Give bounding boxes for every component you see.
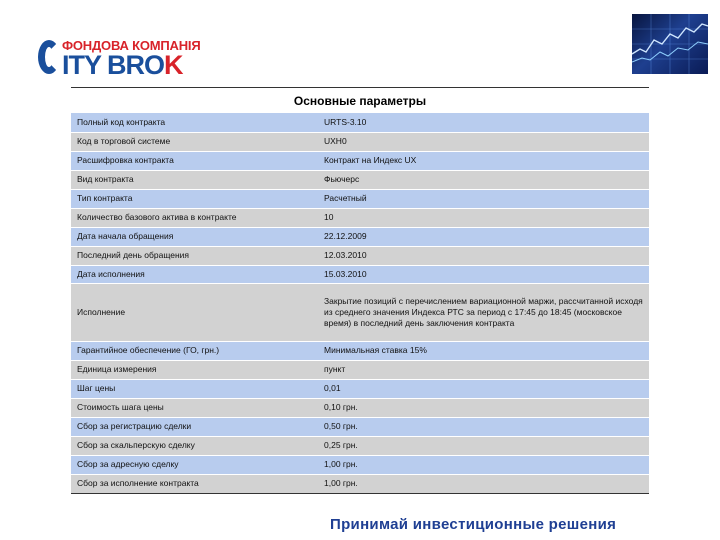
parameter-value: URTS-3.10 [318, 113, 649, 132]
parameter-label: Дата исполнения [71, 265, 318, 283]
table-row [71, 436, 649, 455]
table-row [71, 208, 649, 227]
parameter-value: Фьючерс [318, 170, 649, 189]
parameter-value: 0,01 [318, 379, 649, 398]
parameter-label: Вид контракта [71, 170, 318, 189]
parameter-label: Полный код контракта [71, 113, 318, 132]
parameter-label: Код в торговой системе [71, 132, 318, 151]
table-row [71, 455, 649, 474]
company-logo [38, 38, 208, 80]
table-row [71, 246, 649, 265]
parameter-value: 1,00 грн. [318, 474, 649, 493]
parameter-value: пункт [318, 360, 649, 379]
table-row [71, 113, 649, 132]
footer-slogan: Принимай инвестиционные решения [330, 516, 617, 533]
parameter-value: 12.03.2010 [318, 246, 649, 265]
parameter-value: 10 [318, 208, 649, 227]
market-chart-image [632, 14, 708, 74]
logo-brand-name [62, 52, 183, 78]
parameter-value: 0,50 грн. [318, 417, 649, 436]
parameter-value: 1,00 грн. [318, 455, 649, 474]
parameter-label: Последний день обращения [71, 246, 318, 265]
parameter-value: Закрытие позиций с перечислением вариационной маржи, рассчитанной исходя из среднего значения Индекса РТС за период с 17:45 до 18:45 (московское время) в последний день заключения контракта [318, 283, 649, 341]
parameter-label: Единица измерения [71, 360, 318, 379]
parameter-value: UXH0 [318, 132, 649, 151]
parameter-label: Гарантийное обеспечение (ГО, грн.) [71, 341, 318, 360]
parameter-label: Расшифровка контракта [71, 151, 318, 170]
table-row [71, 151, 649, 170]
table-row [71, 283, 649, 341]
table-row [71, 170, 649, 189]
table-row [71, 379, 649, 398]
parameter-label: Количество базового актива в контракте [71, 208, 318, 227]
logo-brand-k: K [164, 50, 183, 80]
table-row [71, 341, 649, 360]
parameter-label: Дата начала обращения [71, 227, 318, 246]
table-row [71, 189, 649, 208]
table-row [71, 132, 649, 151]
table-row [71, 227, 649, 246]
table-title: Основные параметры [71, 87, 649, 113]
parameter-value: Расчетный [318, 189, 649, 208]
parameter-value: 0,25 грн. [318, 436, 649, 455]
table-row [71, 360, 649, 379]
parameter-value: 0,10 грн. [318, 398, 649, 417]
parameter-label: Сбор за скальперскую сделку [71, 436, 318, 455]
parameter-label: Шаг цены [71, 379, 318, 398]
parameter-value: 22.12.2009 [318, 227, 649, 246]
parameter-value: Контракт на Индекс UX [318, 151, 649, 170]
parameter-label: Сбор за адресную сделку [71, 455, 318, 474]
contract-parameters-table [71, 87, 649, 494]
table-row [71, 417, 649, 436]
table-row [71, 265, 649, 283]
table-row [71, 474, 649, 493]
logo-brand-main: ITY BRO [62, 50, 165, 80]
table-row [71, 398, 649, 417]
logo-company-line: ФОНДОВА КОМПАНІЯ [62, 38, 201, 53]
parameter-label: Стоимость шага цены [71, 398, 318, 417]
parameter-label: Исполнение [71, 283, 318, 341]
logo-c-letter [38, 40, 60, 74]
parameter-label: Сбор за исполнение контракта [71, 474, 318, 493]
parameter-value: 15.03.2010 [318, 265, 649, 283]
parameter-label: Сбор за регистрацию сделки [71, 417, 318, 436]
parameter-value: Минимальная ставка 15% [318, 341, 649, 360]
parameter-label: Тип контракта [71, 189, 318, 208]
